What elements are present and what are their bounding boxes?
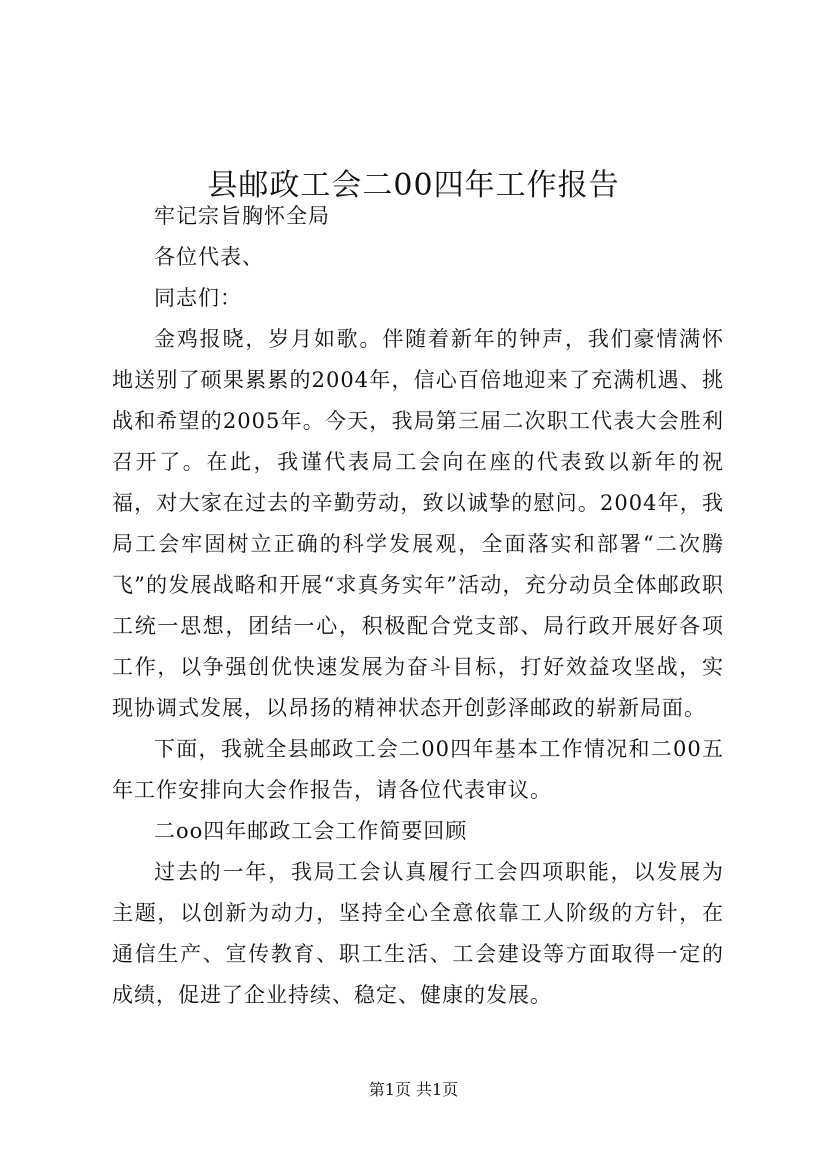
subtitle-line: 牢记宗旨胸怀全局 xyxy=(154,204,330,228)
salutation-line: 各位代表、 xyxy=(154,245,264,269)
page-footer: 第1页 共1页 xyxy=(368,1080,459,1099)
body-paragraph: 下面，我就全县邮政工会二00四年基本工作情况和二00五年工作安排向大会作报告，请各位代表审议。 xyxy=(112,737,724,802)
body-paragraph: 过去的一年，我局工会认真履行工会四项职能，以发展为主题，以创新为动力，坚持全心全意依靠工人阶级的方针，在通信生产、宣传教育、职工生活、工会建设等方面取得一定的成绩，促进了企业持续、稳定、健康的发展。 xyxy=(112,860,724,1007)
document-title: 县邮政工会二00四年工作报告 xyxy=(207,168,620,204)
document-body xyxy=(112,196,724,1016)
body-paragraph: 金鸡报晓，岁月如歌。伴随着新年的钟声，我们豪情满怀地送别了硕果累累的2004年，信心百倍地迎来了充满机遇、挑战和希望的2005年。今天，我局第三届二次职工代表大会胜利召开了。在此，我谨代表局工会向在座的代表致以新年的祝福，对大家在过去的辛勤劳动，致以诚挚的慰问。2004年，我局工会牢固树立正确的科学发展观，全面落实和部署“二次腾飞”的发展战略和开展“求真务实年”活动，充分动员全体邮政职工统一思想，团结一心，积极配合党支部、局行政开展好各项工作，以争强创优快速发展为奋斗目标，打好效益攻坚战，实现协调式发展，以昂扬的精神状态开创彭泽邮政的崭新局面。 xyxy=(112,327,724,720)
salutation-line: 同志们： xyxy=(154,286,242,310)
section-heading: 二oo四年邮政工会工作简要回顾 xyxy=(154,819,468,843)
